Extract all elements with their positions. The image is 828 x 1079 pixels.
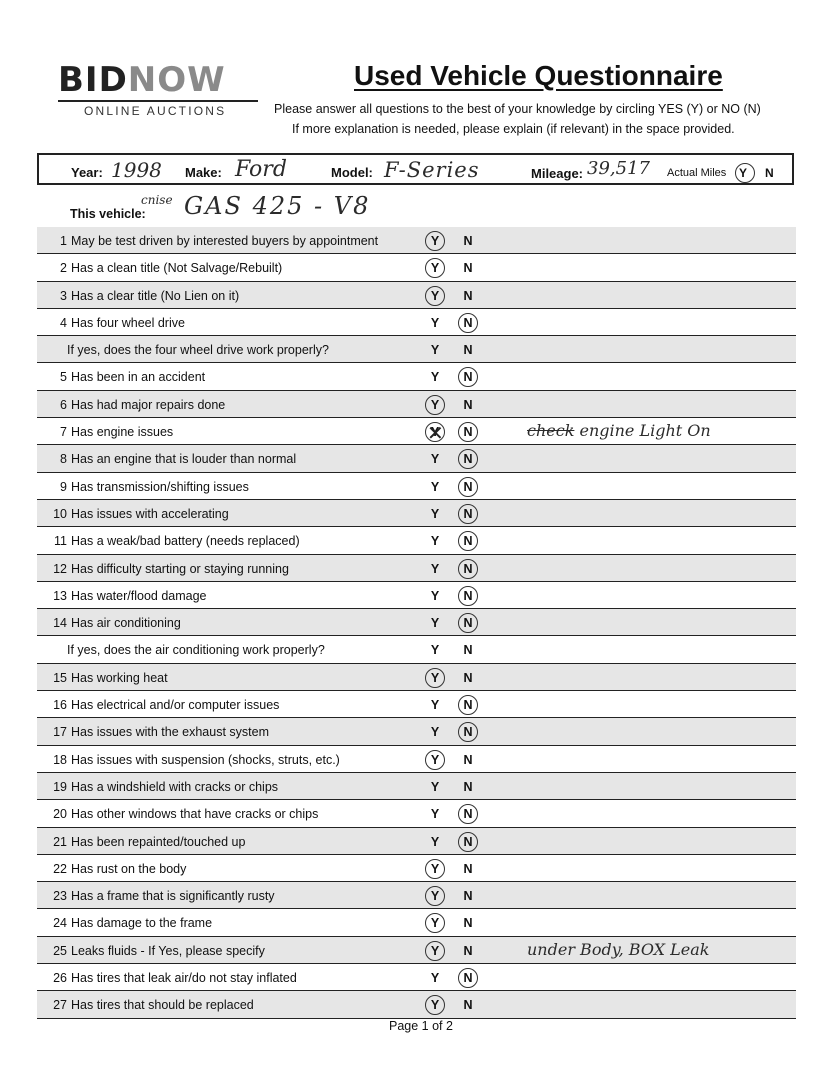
question-text	[37, 971, 297, 985]
question-text	[37, 698, 279, 712]
question-text	[37, 725, 269, 739]
answer-yes[interactable]: Y	[430, 834, 440, 849]
question-number: 9	[60, 479, 67, 494]
year-value: 1998	[111, 158, 162, 182]
question-label: Has damage to the frame	[71, 916, 213, 931]
question-row	[37, 746, 796, 773]
question-label: Has four wheel drive	[71, 315, 185, 330]
question-label: Has water/flood damage	[71, 588, 207, 603]
question-row	[37, 828, 796, 855]
question-number: 2	[60, 261, 67, 276]
actual-miles-label: Actual Miles	[667, 167, 727, 179]
question-row	[37, 227, 796, 254]
question-number: 1	[60, 234, 67, 248]
question-row	[37, 363, 796, 390]
this-vehicle-label: This vehicle:	[70, 207, 146, 221]
answer-yes[interactable]: Y	[427, 916, 443, 930]
actual-miles-y[interactable]: Y	[738, 166, 747, 180]
question-label: Has transmission/shifting issues	[71, 479, 249, 494]
question-label: Has air conditioning	[71, 616, 181, 631]
question-text	[37, 835, 245, 849]
engine-note: cnise	[141, 193, 173, 207]
actual-miles-n[interactable]: N	[765, 166, 774, 180]
question-text	[37, 562, 289, 576]
question-row	[37, 800, 796, 827]
question-text	[37, 452, 296, 466]
year-label: Year:	[71, 165, 103, 180]
question-number: 23	[53, 889, 67, 904]
answer-yes[interactable]: Y	[427, 234, 443, 248]
question-text	[37, 316, 185, 330]
answer-yes[interactable]: ✕ Y	[427, 425, 443, 439]
question-number: 11	[54, 534, 67, 549]
question-label: If yes, does the air conditioning work properly?	[67, 643, 325, 658]
answer-no[interactable]: N	[460, 698, 476, 712]
instruction-line-2: If more explanation is needed, please explain (if relevant) in the space provided.	[292, 122, 735, 136]
answer-yes[interactable]: Y	[430, 588, 440, 603]
answer-no[interactable]: N	[463, 397, 473, 412]
logo-bid: BID	[58, 60, 128, 100]
answer-yes[interactable]: Y	[430, 616, 440, 631]
answer-no[interactable]: N	[460, 425, 476, 439]
question-row	[37, 254, 796, 281]
question-row	[37, 527, 796, 554]
answer-no[interactable]: N	[460, 534, 476, 548]
question-number: 3	[60, 288, 67, 303]
question-text	[67, 643, 325, 657]
question-number: 8	[60, 452, 67, 467]
question-row	[37, 991, 796, 1018]
question-label: Has difficulty starting or staying running	[71, 561, 289, 576]
question-label: Has been in an accident	[71, 370, 206, 385]
answer-no[interactable]: N	[463, 670, 473, 685]
answer-no[interactable]: N	[463, 889, 473, 904]
question-number: 19	[53, 779, 67, 794]
question-text	[37, 616, 181, 630]
question-number: 7	[60, 425, 67, 440]
question-text	[37, 780, 278, 794]
question-text	[67, 343, 329, 357]
answer-no[interactable]: N	[463, 343, 473, 358]
question-number: 27	[53, 998, 67, 1013]
question-text	[37, 807, 318, 821]
answer-yes[interactable]: Y	[430, 725, 440, 740]
logo-rule	[58, 100, 258, 102]
question-row	[37, 500, 796, 527]
question-label: Has a clear title (No Lien on it)	[71, 288, 240, 303]
question-number: 15	[53, 670, 67, 685]
question-row	[37, 664, 796, 691]
answer-no[interactable]: N	[460, 452, 476, 466]
question-text	[37, 916, 212, 930]
question-number: 14	[53, 616, 67, 631]
question-row	[37, 636, 796, 663]
question-row	[37, 582, 796, 609]
question-label: If yes, does the four wheel drive work properly?	[67, 343, 329, 358]
answer-yes[interactable]: Y	[427, 289, 443, 303]
question-row	[37, 309, 796, 336]
answer-no[interactable]: N	[460, 507, 476, 521]
question-number: 21	[53, 834, 67, 849]
answer-yes[interactable]: Y	[430, 370, 440, 385]
answer-no[interactable]: N	[460, 589, 476, 603]
page-title: Used Vehicle Questionnaire	[354, 60, 723, 91]
answer-yes[interactable]: Y	[430, 452, 440, 467]
question-label: Has issues with suspension (shocks, struts, etc.)	[71, 752, 340, 767]
model-value: F-Series	[384, 158, 480, 182]
answer-yes[interactable]: Y	[427, 889, 443, 903]
question-row	[37, 445, 796, 472]
explanation-text: under Body, BOX Leak	[527, 939, 710, 959]
answer-yes[interactable]: Y	[427, 862, 443, 876]
answer-yes[interactable]: Y	[430, 534, 440, 549]
question-text	[37, 589, 207, 603]
question-number: 18	[53, 752, 67, 767]
question-label: Has electrical and/or computer issues	[71, 698, 280, 713]
answer-yes[interactable]: Y	[430, 698, 440, 713]
make-label: Make:	[185, 165, 222, 180]
question-number: 26	[53, 971, 67, 986]
question-text	[37, 398, 225, 412]
question-label: Has had major repairs done	[71, 397, 226, 412]
bidnow-logo	[58, 62, 258, 118]
question-number: 6	[60, 397, 67, 412]
question-number: 20	[53, 807, 67, 822]
engine-value: GAS 425 - V8	[184, 192, 371, 220]
question-row	[37, 609, 796, 636]
question-row	[37, 473, 796, 500]
question-number: 5	[60, 370, 67, 385]
question-row	[37, 391, 796, 418]
question-number: 22	[53, 861, 67, 876]
question-row	[37, 855, 796, 882]
question-number: 12	[53, 561, 67, 576]
answer-no[interactable]: N	[460, 562, 476, 576]
answer-yes[interactable]: Y	[430, 807, 440, 822]
question-text	[37, 889, 275, 903]
question-number: 25	[53, 943, 67, 958]
question-row	[37, 964, 796, 991]
answer-no[interactable]: N	[463, 261, 473, 276]
answer-yes[interactable]: Y	[427, 944, 443, 958]
question-label: Has an engine that is louder than normal	[71, 452, 297, 467]
question-number: 10	[53, 506, 67, 521]
question-text	[37, 425, 173, 439]
question-label: Has other windows that have cracks or chips	[71, 807, 319, 822]
answer-yes[interactable]: Y	[430, 779, 440, 794]
question-row	[37, 773, 796, 800]
question-label: Has been repainted/touched up	[71, 834, 246, 849]
answer-no[interactable]: N	[460, 616, 476, 630]
question-number: 17	[53, 725, 67, 740]
question-number: 24	[53, 916, 67, 931]
question-label: Has working heat	[71, 670, 168, 685]
answer-no[interactable]: N	[460, 725, 476, 739]
answer-yes[interactable]: Y	[427, 753, 443, 767]
question-row	[37, 882, 796, 909]
question-text	[37, 480, 249, 494]
question-text	[37, 289, 239, 303]
question-text	[37, 671, 168, 685]
answer-no[interactable]: N	[460, 807, 476, 821]
question-label: Has a clean title (Not Salvage/Rebuilt)	[71, 261, 283, 276]
question-row	[37, 336, 796, 363]
question-row	[37, 909, 796, 936]
question-label: Has engine issues	[71, 425, 174, 440]
question-row	[37, 418, 796, 445]
question-text	[37, 944, 265, 958]
answer-no[interactable]: N	[463, 288, 473, 303]
question-text	[37, 261, 282, 275]
logo-wordmark	[58, 62, 258, 98]
question-label: Has rust on the body	[71, 861, 187, 876]
question-text	[37, 507, 229, 521]
vehicle-info-box	[37, 153, 794, 185]
mileage-value: 39,517	[587, 158, 650, 179]
question-label: May be test driven by interested buyers by appointment	[71, 234, 379, 248]
answer-no[interactable]: N	[463, 998, 473, 1013]
question-label: Leaks fluids - If Yes, please specify	[71, 943, 265, 958]
question-row	[37, 937, 796, 964]
question-label: Has a windshield with cracks or chips	[71, 779, 279, 794]
answer-no[interactable]: N	[463, 234, 473, 248]
question-number: 4	[60, 315, 67, 330]
answer-no[interactable]: N	[460, 316, 476, 330]
question-text	[37, 234, 378, 248]
answer-no[interactable]: N	[463, 916, 473, 931]
question-number: 13	[53, 588, 67, 603]
answer-yes[interactable]: Y	[427, 261, 443, 275]
answer-no[interactable]: N	[463, 752, 473, 767]
answer-yes[interactable]: Y	[430, 479, 440, 494]
question-row	[37, 555, 796, 582]
answer-yes[interactable]: Y	[430, 315, 440, 330]
question-row	[37, 691, 796, 718]
make-value: Ford	[235, 157, 287, 182]
answer-yes[interactable]: Y	[430, 506, 440, 521]
question-label: Has issues with the exhaust system	[71, 725, 269, 740]
answer-yes[interactable]: Y	[430, 561, 440, 576]
answer-no[interactable]: N	[460, 370, 476, 384]
logo-now: NOW	[127, 60, 226, 100]
answer-no[interactable]: N	[463, 779, 473, 794]
question-text	[37, 534, 300, 548]
question-label: Has tires that leak air/do not stay inflated	[71, 971, 297, 986]
question-label: Has tires that should be replaced	[71, 998, 254, 1013]
answer-yes[interactable]: Y	[427, 671, 443, 685]
answer-no[interactable]: N	[463, 943, 473, 958]
answer-no[interactable]: N	[463, 861, 473, 876]
question-text	[37, 998, 254, 1012]
answer-yes[interactable]: Y	[430, 643, 440, 658]
question-label: Has a frame that is significantly rusty	[71, 889, 275, 904]
logo-subtitle: ONLINE AUCTIONS	[84, 104, 227, 118]
answer-yes[interactable]: Y	[430, 971, 440, 986]
answer-yes[interactable]: Y	[430, 343, 440, 358]
page-number: Page 1 of 2	[389, 1019, 453, 1033]
explanation-text: check engine Light On	[527, 421, 711, 441]
answer-no[interactable]: N	[460, 835, 476, 849]
question-row	[37, 282, 796, 309]
model-label: Model:	[331, 165, 373, 180]
question-number: 16	[53, 698, 67, 713]
answer-yes[interactable]: Y	[427, 998, 443, 1012]
question-row	[37, 718, 796, 745]
answer-no[interactable]: N	[463, 643, 473, 658]
question-text	[37, 370, 205, 384]
answer-no[interactable]: N	[460, 971, 476, 985]
instruction-line-1: Please answer all questions to the best of your knowledge by circling YES (Y) or NO (N)	[274, 102, 761, 116]
questions-list	[37, 227, 796, 1019]
mileage-label: Mileage:	[531, 166, 584, 181]
question-text	[37, 753, 340, 767]
question-label: Has issues with accelerating	[71, 506, 229, 521]
question-label: Has a weak/bad battery (needs replaced)	[71, 534, 300, 549]
answer-yes[interactable]: Y	[427, 398, 443, 412]
answer-no[interactable]: N	[460, 480, 476, 494]
question-text	[37, 862, 186, 876]
